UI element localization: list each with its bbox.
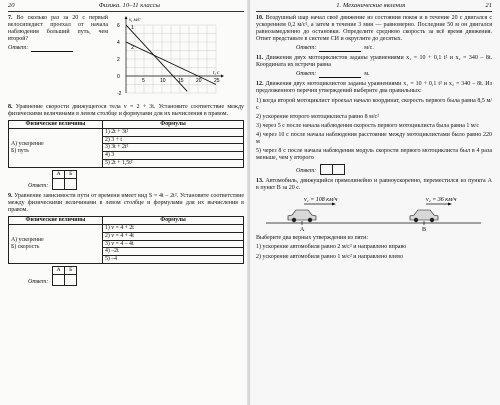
task-9-formula-5: 5) –4 xyxy=(105,256,118,263)
task-12 xyxy=(256,81,492,175)
task-8-col1: Физические величины xyxy=(9,120,103,128)
task-8-answer xyxy=(28,170,244,190)
task-11-answer-label: Ответ: xyxy=(296,71,317,78)
task-9-number: 9. xyxy=(8,192,13,199)
task-8-col2: Формулы xyxy=(103,120,244,128)
y-axis-arrowhead xyxy=(125,16,128,19)
x-tick-label: 20 xyxy=(196,77,202,84)
task-11-answer-line[interactable] xyxy=(319,71,361,78)
task-12-answer-box-1[interactable] xyxy=(321,165,333,175)
task-9-answer xyxy=(28,266,244,286)
task-10 xyxy=(256,15,492,52)
task-12-item-2: 2) ускорение второго мотоциклиста равно 8 м/с² xyxy=(256,113,380,120)
task-8-formula-4: 4) 3 xyxy=(103,152,243,160)
x-tick-label: 25 xyxy=(214,77,220,84)
task-9-answer-box-b[interactable] xyxy=(65,275,77,286)
velocity-time-chart xyxy=(112,15,224,101)
v1-label: v₁ = 108 км/ч xyxy=(304,197,338,204)
task-12-item-4: 4) через 10 с после начала наблюдения расстояние между мотоциклистами было равно 220 м xyxy=(256,131,492,145)
task-7-text: Во сколько раз за 20 с первый велосипедист проехал от начала наблюдения больший путь, чем второй? xyxy=(8,14,109,42)
right-header-title: 1. Механические явления xyxy=(336,2,406,9)
task-10-unit: м/с. xyxy=(364,45,374,52)
x-axis-label: t, с xyxy=(213,69,220,76)
page-number-right: 21 xyxy=(485,2,492,9)
y-tick-label: 2 xyxy=(117,56,120,63)
task-9-box-header-b: Б xyxy=(65,267,77,275)
task-13-item-2: 2) ускорение автомобиля равно 1 м/с² и направлено влево xyxy=(256,253,403,260)
x-axis-arrowhead xyxy=(221,74,224,77)
task-9-quantity-b: Б) скорость xyxy=(11,244,40,251)
task-10-answer-label: Ответ: xyxy=(296,45,317,52)
task-12-answer-box-2[interactable] xyxy=(333,165,345,175)
task-12-text: Движения двух мотоциклистов заданы уравнениями x₁ = 10 + 0,1 t² и x₂ = 340 – 8t. Из предложенного перечня утверждений выберите два правильных: xyxy=(256,81,492,95)
task-13-text: Автомобиль, движущийся прямолинейно и равноускоренно, переместился из пункта А в пункт В за 20 с. xyxy=(256,178,492,192)
task-7-answer-label: Ответ: xyxy=(8,45,29,52)
task-8-answer-box-b[interactable] xyxy=(65,178,77,189)
task-13-item-1: 1) ускорение автомобиля равно 2 м/с² и направлено вправо xyxy=(256,244,407,251)
car-b-icon xyxy=(410,210,438,222)
y-axis-label: v, м/с xyxy=(129,16,141,23)
task-9-answer-label: Ответ: xyxy=(28,279,49,286)
right-running-head xyxy=(256,2,492,12)
task-8-answer-boxes xyxy=(52,170,77,190)
task-13 xyxy=(256,178,492,260)
task-10-answer xyxy=(296,45,492,52)
task-9-formula-2: 2) v = 4 + 4t xyxy=(103,233,243,241)
task-10-text: Воздушный шар начал своё движение из состояния покоя и в течение 20 с двигался с ускорением 0,2 м/с², а затем в течение 3 мин — равномерно. Последние 50 м он двигался равнозамедленно до остановки. Определите среднюю скорость за всё время движения. Ответ представьте в системе СИ и округлите до десятых. xyxy=(256,14,493,42)
task-8-quantity-b: Б) путь xyxy=(11,147,29,154)
task-9 xyxy=(8,193,244,286)
task-9-answer-box-a[interactable] xyxy=(53,275,65,286)
task-9-quantity-a: А) ускорение xyxy=(11,237,44,244)
task-12-answer xyxy=(296,164,492,175)
road-illustration xyxy=(256,194,486,232)
task-7-answer-line[interactable] xyxy=(31,45,73,52)
x-tick-label: 10 xyxy=(160,77,166,84)
task-8 xyxy=(8,104,244,190)
series-label-2: 2 xyxy=(131,44,135,51)
task-9-formula-1: 1) v = 4 + 2t xyxy=(103,225,243,233)
task-9-col1: Физические величины xyxy=(9,217,103,225)
task-13-number: 13. xyxy=(256,178,264,185)
task-7 xyxy=(8,15,244,101)
y-tick-label: 6 xyxy=(117,22,120,29)
task-9-col2: Формулы xyxy=(103,217,244,225)
task-11 xyxy=(256,55,492,78)
task-8-answer-label: Ответ: xyxy=(28,182,49,189)
task-9-box-header-a: А xyxy=(53,267,65,275)
task-7-answer xyxy=(8,45,108,52)
task-9-text: Уравнение зависимости пути от времени имеет вид S = 4t – 2t². Установите соответствие между физическими величинами в левом столбце и формулами для их вычисления в правом. xyxy=(8,192,245,214)
task-9-formula-3: 3) v = 4 – 4t xyxy=(103,241,243,249)
task-8-table xyxy=(8,120,244,168)
task-10-answer-line[interactable] xyxy=(319,45,361,52)
point-b-label: В xyxy=(422,227,427,233)
task-12-item-3: 3) через 5 с после начала наблюдения скорость первого мотоциклиста была равна 1 м/с xyxy=(256,122,479,129)
task-8-formula-5: 5) 2t + 1,5t² xyxy=(105,160,133,167)
task-12-answer-boxes xyxy=(320,164,345,175)
series-line-1 xyxy=(126,25,187,91)
task-13-choose-text: Выберите два верных утверждения из пяти: xyxy=(256,235,369,242)
task-11-answer xyxy=(296,71,492,78)
task-12-number: 12. xyxy=(256,81,264,88)
left-header-title: Физика. 10–11 классы xyxy=(98,2,160,9)
task-11-number: 11. xyxy=(256,55,264,62)
x-tick-label: 5 xyxy=(142,77,145,84)
task-8-formula-3: 3) 3t + 2t² xyxy=(103,144,243,152)
task-9-formula-4: 4) –2t xyxy=(103,248,243,256)
task-8-quantity-a: А) ускорение xyxy=(11,140,44,147)
task-12-item-1: 1) когда второй мотоциклист проехал начало координат, скорость первого была равна 8,5 м/с xyxy=(256,97,492,111)
point-a-label: А xyxy=(300,227,305,233)
x-tick-label: 15 xyxy=(178,77,184,84)
task-9-answer-boxes xyxy=(52,266,77,286)
task-10-number: 10. xyxy=(256,14,264,21)
task-8-box-header-b: Б xyxy=(65,170,77,178)
y-tick-label: 4 xyxy=(117,39,120,46)
task-8-formula-2: 2) 3 + t xyxy=(103,137,243,145)
task-8-number: 8. xyxy=(8,103,13,110)
v2-label: v₂ = 36 км/ч xyxy=(426,197,457,204)
series-label-1: 1 xyxy=(131,24,135,31)
task-8-box-header-a: А xyxy=(53,170,65,178)
task-7-number: 7. xyxy=(8,14,13,21)
task-12-answer-label: Ответ: xyxy=(296,168,317,175)
task-8-formula-1: 1) 2t + 3t² xyxy=(103,129,243,137)
task-12-item-5: 5) через 8 с после начала наблюдения модуль скорости первого мотоциклиста был в 4 раза меньше, чем у второго xyxy=(256,148,492,162)
y-tick-label: -2 xyxy=(117,90,122,97)
right-page xyxy=(250,0,500,405)
y-tick-label: 0 xyxy=(117,73,120,80)
task-11-unit: м. xyxy=(364,71,370,78)
car-a-icon xyxy=(288,210,316,222)
task-8-text: Уравнение скорости движущегося тела v = 2 + 3t. Установите соответствие между физическими величинами в левом столбце и формулами для их вычисления в правом. xyxy=(8,103,245,117)
task-11-text: Движения двух мотоциклистов заданы уравнениями x₁ = 10 + 0,1 t² и x₂ = 340 – 8t. Координата их встречи равна xyxy=(256,55,493,69)
task-9-table xyxy=(8,216,244,264)
left-running-head xyxy=(8,2,244,12)
page-number-left: 20 xyxy=(8,2,15,9)
task-8-answer-box-a[interactable] xyxy=(53,178,65,189)
